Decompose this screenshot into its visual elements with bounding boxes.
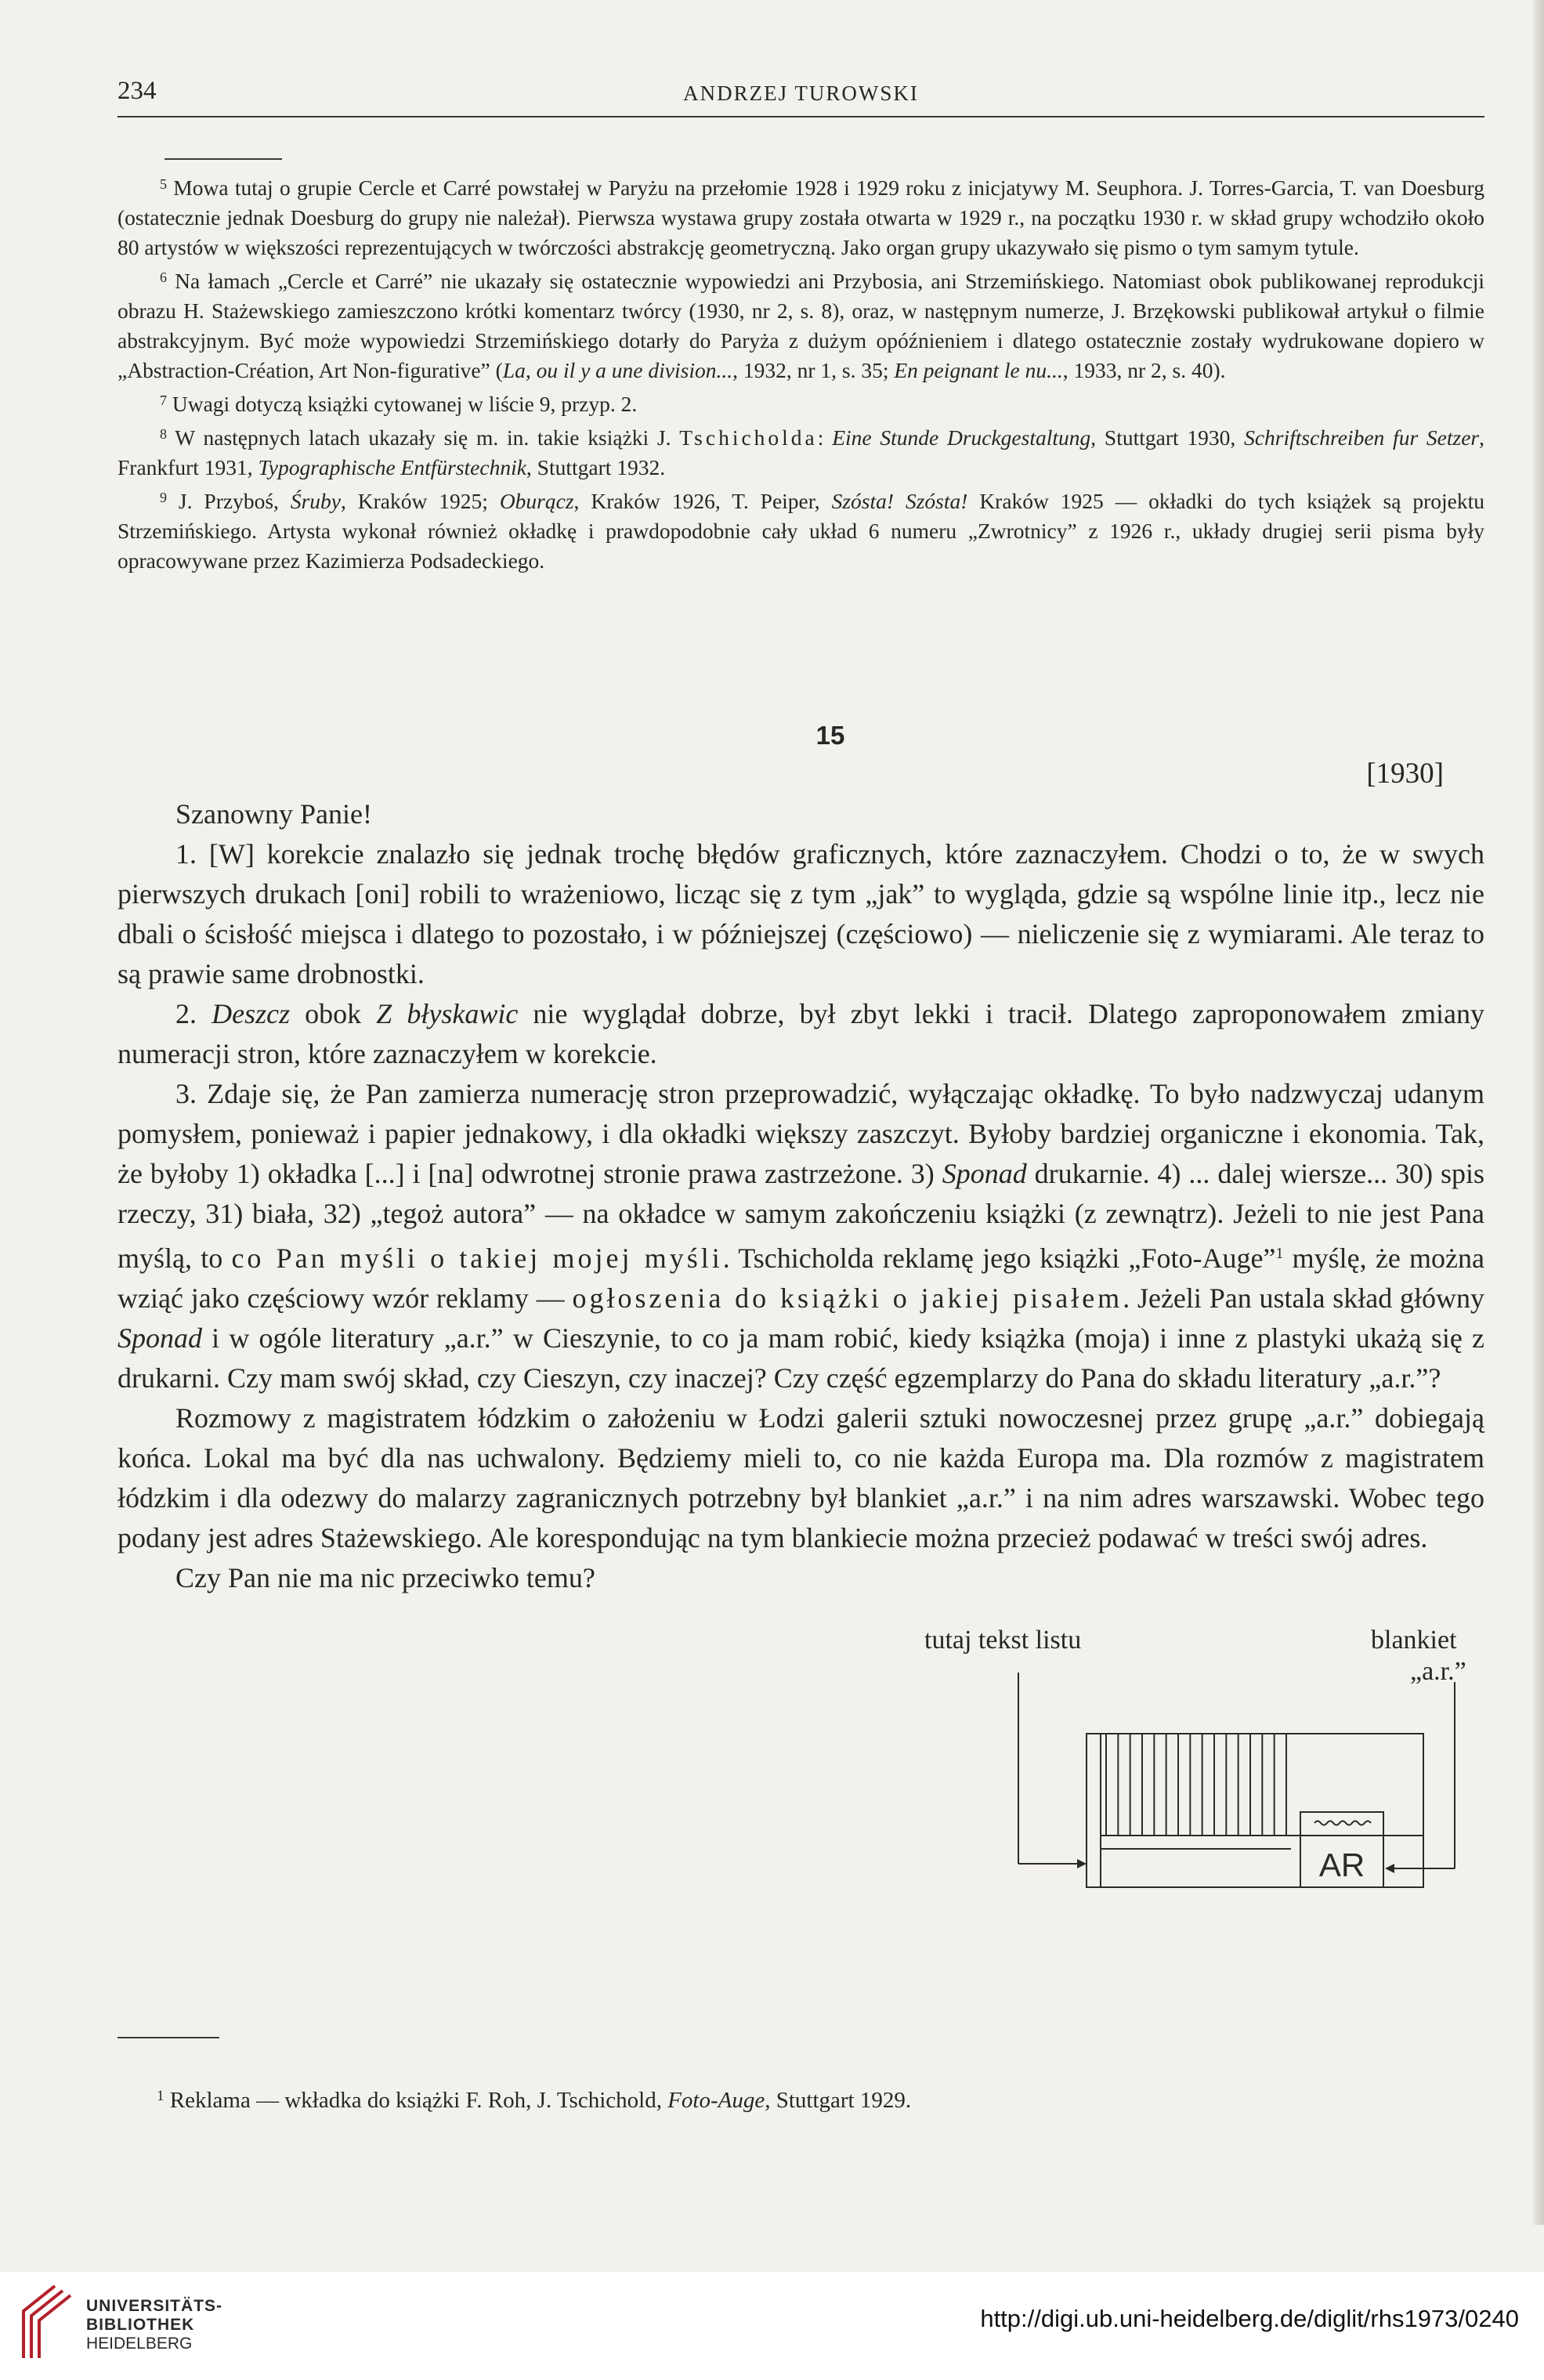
letter-paragraph bbox=[118, 834, 1484, 994]
footnote-number: 8 bbox=[160, 426, 167, 442]
text-run: Uwagi dotyczą książki cytowanej w liście 9, przyp. 2. bbox=[172, 392, 638, 416]
bottom-footnote-rule bbox=[118, 2037, 219, 2038]
text-run: W następnych latach ukazały się m. in. takie książki J. bbox=[175, 425, 680, 450]
left-arrowhead bbox=[1077, 1859, 1087, 1868]
text-run: 3. Zdaje się, że Pan zamierza numerację stron przeprowadzić, wyłączając okładkę. To było nadzwyczaj udanym pomysłem, ponieważ i papier jednakowy, i dla okładki większy zaszczyt. Byłoby bardziej organiczne i ekonomia. Tak, że byłoby 1) okładka [...] i [na] odwrotnej stronie prawa zastrzeżone. 3) bbox=[118, 1078, 1484, 1189]
footnote-number: 7 bbox=[160, 392, 167, 408]
letter-paragraph bbox=[118, 1558, 1484, 1598]
footnotes-block bbox=[118, 169, 1484, 576]
text-run: . Tschicholda reklamę jego książki „Foto-Auge” bbox=[722, 1242, 1276, 1274]
footnote-8 bbox=[118, 419, 1484, 483]
text-run: Kraków 1925 — okładki do tych książek są projektu Strzemińskiego. Artysta wykonał również okładkę i prawdopodobnie cały układ 6 numeru „Zwrotnicy” z 1926 r., układy drugiej serii pisma były opracowywane przez Kazimierza Podsadeckiego. bbox=[118, 489, 1485, 573]
text-run: 1. [W] korekcie znalazło się jednak trochę błędów graficznych, które zaznaczyłem. Chodzi o to, że w swych pierwszych drukach [oni] robili to wrażeniowo, licząc się z tym „jak” to wygląda, gdzie są wspólne linie itp., lecz nie dbali o ścisłość miejsca i dlatego to pozostało, i w późniejszej (częściowo) — nieliczenie się z wymiarami. Ale teraz to są prawie same drobnostki. bbox=[118, 838, 1484, 989]
text-run: myślę, że można wziąć jako częściowy wzór reklamy — bbox=[118, 1242, 1484, 1314]
italic-text: Typographische Entfürstechnik bbox=[258, 455, 526, 479]
diagram-label-letterhead: blankiet bbox=[1371, 1626, 1457, 1655]
text-run: , Frankfurt 1931, bbox=[118, 425, 1484, 479]
italic-text: En peignant le nu... bbox=[894, 358, 1063, 382]
diagram-label-letter-text: tutaj tekst listu bbox=[924, 1626, 1082, 1655]
source-url-link[interactable]: http://digi.ub.uni-heidelberg.de/diglit/rhs1973/0240 bbox=[980, 2305, 1519, 2332]
footnote-number: 1 bbox=[157, 2088, 165, 2104]
page-edge-shadow bbox=[1533, 0, 1544, 2225]
layout-sketch-diagram bbox=[924, 1626, 1488, 1939]
footnote-number: 6 bbox=[160, 269, 167, 285]
spaced-text: Tschicholda bbox=[679, 425, 818, 450]
right-arrowhead bbox=[1385, 1864, 1394, 1873]
text-run: Rozmowy z magistratem łódzkim o założeniu w Łodzi galerii sztuki nowoczesnej przez grupę „a.r.” dobiegają końca. Lokal ma być dla nas uchwalony. Będziemy mieli to, co nie każda Europa ma. Dla rozmów z magistratem łódzkim i dla odezwy do malarzy zagranicznych potrzebny był blankiet „a.r.” i na nim adres warszawski. Wobec tego podany jest adres Stażewskiego. Ale korespondując na tym blankiecie można przecież podawać w treści swój adres. bbox=[118, 1402, 1484, 1554]
running-head: ANDRZEJ TUROWSKI bbox=[683, 81, 919, 105]
page-number: 234 bbox=[118, 77, 157, 105]
text-run: , Kraków 1925; bbox=[340, 489, 500, 513]
footnote-number: 5 bbox=[160, 176, 167, 192]
layout-sketch-drawing bbox=[924, 1626, 1488, 1939]
library-name-line1: UNIVERSITÄTS- bbox=[86, 2297, 223, 2315]
text-run: Czy Pan nie ma nic przeciwko temu? bbox=[175, 1562, 595, 1593]
letter-paragraphs bbox=[118, 834, 1484, 1598]
text-run: 2. bbox=[175, 998, 212, 1029]
italic-text: Deszcz bbox=[212, 998, 291, 1029]
ar-box-text: AR bbox=[1318, 1846, 1365, 1883]
library-name-line3: HEIDELBERG bbox=[86, 2335, 193, 2353]
spaced-text: co Pan myśli o takiej mojej myśli bbox=[231, 1242, 723, 1274]
text-run: . Jeżeli Pan ustala skład główny bbox=[1123, 1282, 1484, 1314]
text-run: , Stuttgart 1929. bbox=[765, 2088, 912, 2113]
italic-text: Z błyskawic bbox=[376, 998, 519, 1029]
letterhead-outline bbox=[1087, 1734, 1423, 1887]
italic-text: Foto-Auge bbox=[667, 2088, 765, 2113]
italic-text: La, ou il y a une division... bbox=[502, 358, 733, 382]
letter-date: [1930] bbox=[1366, 758, 1444, 790]
diagram-label-ar: „a.r.” bbox=[1410, 1657, 1466, 1686]
letter-body bbox=[118, 794, 1484, 1598]
stripe-group bbox=[1106, 1734, 1286, 1836]
text-run: Na łamach „Cercle et Carré” nie ukazały się ostatecznie wypowiedzi ani Przybosia, ani Strzemińskiego. Natomiast obok publikowanej reprodukcji obrazu H. Stażewskiego zamieszczono krótki komentarz twórcy (1930, nr 2, s. 8), oraz, w następnym numerze, J. Brzękowski publikował artykuł o filmie abstrakcyjnym. Być może wypowiedzi Strzemińskiego dotarły do Paryża z dużym opóźnieniem i dlatego ostatecznie zostały wydrukowane dopiero w „Abstraction-Création, Art Non-figurative” ( bbox=[118, 269, 1485, 382]
italic-text: Szósta! Szósta! bbox=[831, 489, 968, 513]
text-run: drukarnie. 4) ... dalej wiersze... 30) spis rzeczy, 31) biała, 32) „tegoż autora” — na okładce w samym zakończeniu książki (z zewnątrz). Jeżeli to nie jest Pana myślą, to bbox=[118, 1158, 1485, 1274]
italic-text: Eine Stunde Druckgestaltung bbox=[832, 425, 1091, 450]
letter-greeting: Szanowny Panie! bbox=[175, 798, 372, 830]
italic-text: Schriftschreiben fur Setzer bbox=[1244, 425, 1480, 450]
page-header bbox=[118, 77, 1484, 116]
bottom-footnote bbox=[157, 2088, 911, 2114]
text-run: i w ogóle literatury „a.r.” w Cieszynie, to co ja mam robić, kiedy książka (moja) i inne z plastyki ukażą się z drukarni. Czy mam swój skład, czy Cieszyn, czy inaczej? Czy część egzemplarzy do Pana do składu literatury „a.r.”? bbox=[118, 1322, 1484, 1394]
footnote-7 bbox=[118, 385, 1484, 419]
italic-text: Sponad bbox=[942, 1158, 1027, 1189]
university-library-logo-icon bbox=[17, 2280, 78, 2364]
text-run: J. Przyboś, bbox=[178, 489, 291, 513]
text-run: , 1932, nr 1, s. 35; bbox=[732, 358, 895, 382]
text-run: : bbox=[817, 425, 833, 450]
letter-paragraph bbox=[118, 1074, 1484, 1398]
header-rule bbox=[118, 116, 1484, 118]
letter-number: 15 bbox=[815, 721, 845, 750]
footnote-9 bbox=[118, 483, 1484, 576]
library-name-line2: BIBLIOTHEK bbox=[86, 2316, 195, 2334]
library-name bbox=[86, 2297, 222, 2353]
wavy-mark bbox=[1314, 1821, 1371, 1825]
text-run: Mowa tutaj o grupie Cercle et Carré powstałej w Paryżu na przełomie 1928 i 1929 roku z inicjatywy M. Seuphora. J. Torres-Garcia, T. van Doesburg (ostatecznie jednak Doesburg do grupy nie należał). Pierwsza wystawa grupy została otwarta w 1929 r., na początku 1930 r. w skład grupy wchodziło około 80 artystów w większości reprezentujących w twórczości abstrakcję geometryczną. Jako organ grupy ukazywało się pismo o tym samym tytule. bbox=[118, 175, 1484, 259]
spaced-text: ogłoszenia do książki o jakiej pisałem bbox=[572, 1282, 1123, 1314]
footnote-5 bbox=[118, 169, 1484, 262]
footnote-ref: 1 bbox=[1275, 1245, 1284, 1262]
letter-paragraph bbox=[118, 994, 1484, 1074]
text-run: Reklama — wkładka do książki F. Roh, J. Tschichold, bbox=[169, 2088, 668, 2113]
text-run: obok bbox=[290, 998, 377, 1029]
italic-text: Sponad bbox=[118, 1322, 202, 1354]
text-run: , Kraków 1926, T. Peiper, bbox=[573, 489, 832, 513]
footnote-6 bbox=[118, 262, 1484, 385]
footnote-rule bbox=[165, 158, 282, 160]
text-run: , 1933, nr 2, s. 40). bbox=[1062, 358, 1226, 382]
text-run: , Stuttgart 1932. bbox=[526, 455, 666, 479]
letter-paragraph bbox=[118, 1398, 1484, 1558]
text-run: , Stuttgart 1930, bbox=[1090, 425, 1245, 450]
text-run: nie wyglądał dobrze, był zbyt lekki i tracił. Dlatego zaproponowałem zmiany numeracji stron, które zaznaczyłem w korekcie. bbox=[118, 998, 1484, 1069]
italic-text: Śruby bbox=[290, 489, 341, 513]
italic-text: Oburącz bbox=[499, 489, 574, 513]
footnote-number: 9 bbox=[160, 490, 167, 505]
